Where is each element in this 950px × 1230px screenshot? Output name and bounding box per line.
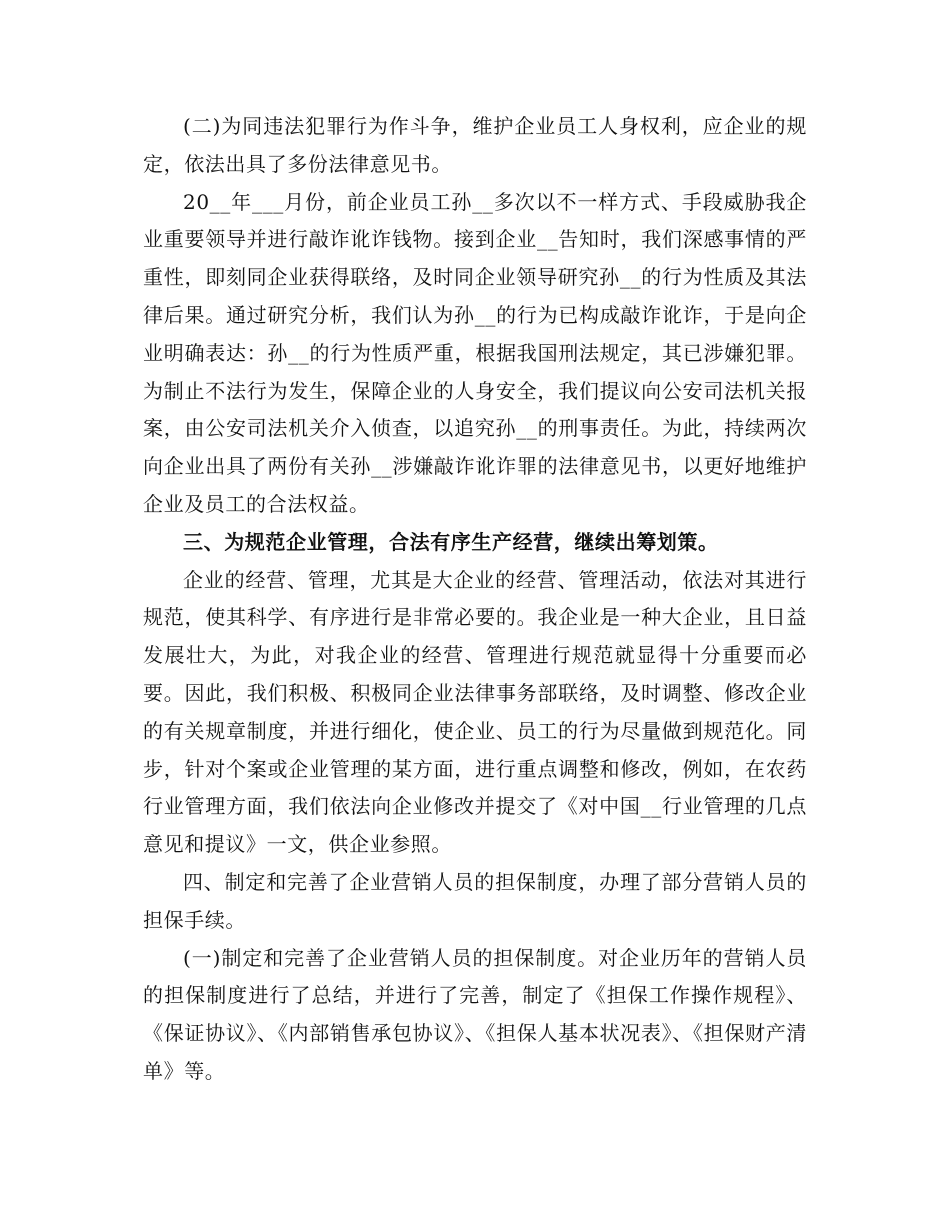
paragraph-management-regulation: 企业的经营、管理，尤其是大企业的经营、管理活动，依法对其进行规范，使其科学、有序进行是非常必要的。我企业是一种大企业，且日益发展壮大，为此，对我企业的经营、管理进行规范就显得十分重要而必要。因此，我们积极、积极同企业法律事务部联络，及时调整、修改企业的有关规章制度，并进行细化，使企业、员工的行为尽量做到规范化。同步，针对个案或企业管理的某方面，进行重点调整和修改，例如，在农药行业管理方面，我们依法向企业修改并提交了《对中国__行业管理的几点意见和提议》一文，供企业参照。 xyxy=(143,567,807,857)
paragraph-extortion-case: 20__年___月份，前企业员工孙__多次以不一样方式、手段威胁我企业重要领导并进行敲诈讹诈钱物。接到企业__告知时，我们深感事情的严重性，即刻同企业获得联络，及时同企业领导研究孙__的行为性质及其法律后果。通过研究分析，我们认为孙__的行为已构成敲诈讹诈，于是向企业明确表达：孙__的行为性质严重，根据我国刑法规定，其已涉嫌犯罪。为制止不法行为发生，保障企业的人身安全，我们提议向公安司法机关报案，由公安司法机关介入侦查，以追究孙__的刑事责任。为此，持续两次向企业出具了两份有关孙__涉嫌敲诈讹诈罪的法律意见书，以更好地维护企业及员工的合法权益。 xyxy=(143,189,807,516)
section-heading-management: 三、为规范企业管理，合法有序生产经营，继续出筹划策。 xyxy=(183,529,719,554)
paragraph-guarantee-system: 四、制定和完善了企业营销人员的担保制度，办理了部分营销人员的担保手续。 xyxy=(143,869,807,932)
document-page xyxy=(143,108,807,1091)
paragraph-guarantee-documents: (一)制定和完善了企业营销人员的担保制度。对企业历年的营销人员的担保制度进行了总结，并进行了完善，制定了《担保工作操作规程》、《保证协议》、《内部销售承包协议》、《担保人基本状况表》、《担保财产清单》等。 xyxy=(143,945,807,1083)
paragraph-legal-opinion: (二)为同违法犯罪行为作斗争，维护企业员工人身权利，应企业的规定，依法出具了多份法律意见书。 xyxy=(143,114,807,176)
